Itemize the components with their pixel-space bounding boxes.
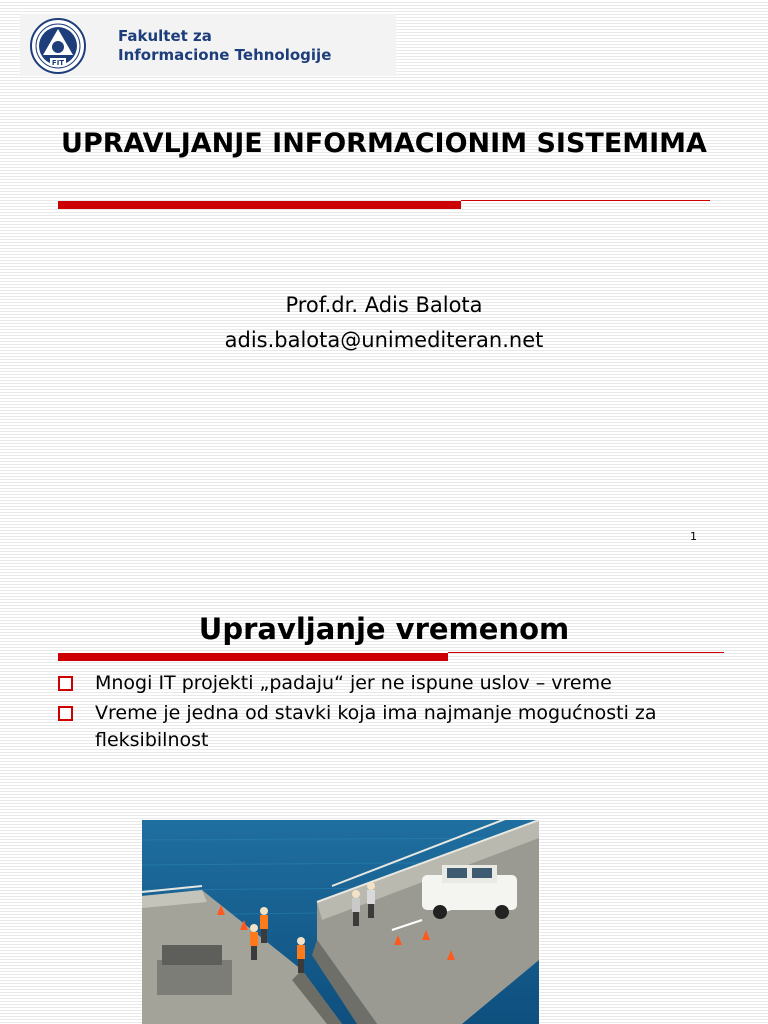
slide2-title: Upravljanje vremenom bbox=[198, 612, 570, 646]
emblem-label: FIT bbox=[51, 59, 65, 67]
faculty-name-line2: Informacione Tehnologije bbox=[118, 46, 332, 64]
author-name: Prof.dr. Adis Balota bbox=[285, 293, 483, 317]
slide1-title: UPRAVLJANJE INFORMACIONIM SISTEMIMA bbox=[61, 128, 707, 159]
title-underline-thin bbox=[448, 652, 724, 653]
title-underline-thick bbox=[58, 201, 461, 209]
faculty-emblem-icon bbox=[30, 18, 86, 74]
bullet-item: Mnogi IT projekti „padaju“ jer ne ispune uslov – vreme bbox=[95, 672, 612, 694]
author-email: adis.balota@unimediteran.net bbox=[224, 328, 544, 352]
title-underline-thick bbox=[58, 653, 448, 661]
faculty-name-line1: Fakultet za bbox=[118, 27, 212, 45]
square-bullet-icon bbox=[58, 706, 73, 721]
broken-bridge-photo bbox=[142, 820, 539, 1024]
square-bullet-icon bbox=[58, 676, 73, 691]
title-underline-thin bbox=[461, 200, 710, 201]
bullet-item: Vreme je jedna od stavki koja ima najmanje mogućnosti za fleksibilnost bbox=[95, 702, 657, 751]
slide-page-number: 1 bbox=[690, 530, 697, 543]
